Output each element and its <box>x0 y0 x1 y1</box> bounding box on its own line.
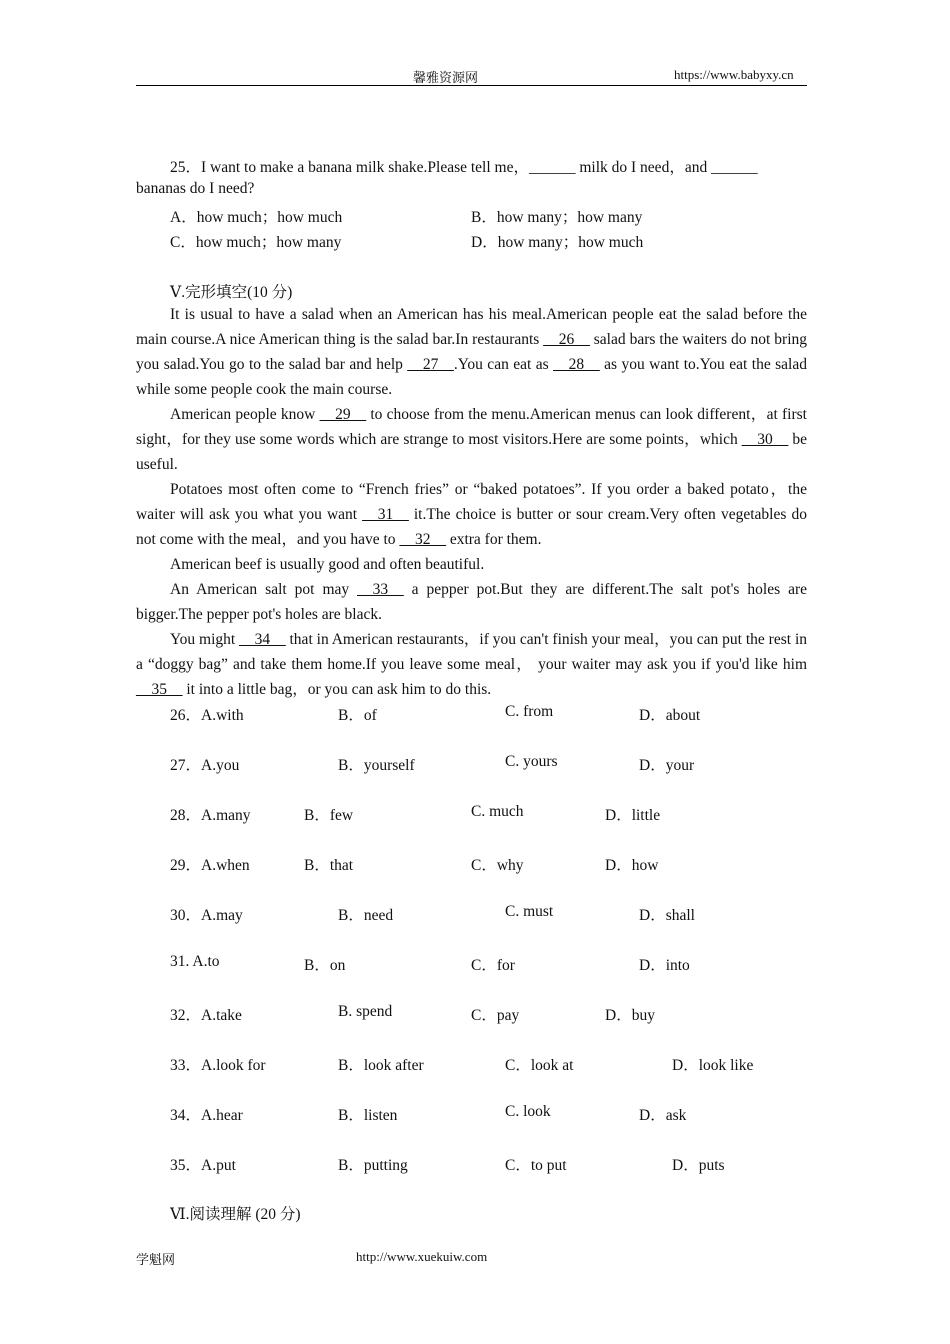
q25-option-c: C．how much；how many <box>170 234 342 251</box>
blank-30: __30__ <box>741 431 789 448</box>
passage-paragraph-4: American beef is usually good and often beautiful. <box>170 556 485 573</box>
option-30-b: B．need <box>338 907 394 924</box>
option-32-a: 32．A.take <box>170 1007 242 1024</box>
q25-stem-line1: 25．I want to make a banana milk shake.Please tell me，______ milk do I need，and ______ <box>170 159 758 176</box>
blank-32: __32__ <box>399 531 446 548</box>
option-31-c: C．for <box>471 957 515 974</box>
option-31-d: D．into <box>639 957 690 974</box>
option-26-a: 26．A.with <box>170 707 244 724</box>
header-site-name: 馨雅资源网 <box>413 70 479 85</box>
option-28-b: B．few <box>304 807 354 824</box>
option-34-b: B．listen <box>338 1107 398 1124</box>
option-33-b: B．look after <box>338 1057 424 1074</box>
option-32-b: B. spend <box>338 1003 393 1020</box>
option-33-c: C．look at <box>505 1057 574 1074</box>
blank-26: __26__ <box>543 331 590 348</box>
q25-option-d: D．how many；how much <box>471 234 644 251</box>
passage-paragraph-6: You might __34__ that in American restaurants，if you can't finish your meal，you can put the rest in a “doggy bag” and take them home.If you leave some meal， your waiter may ask you if you'd like him __35__ it into a little bag，or you can ask him to do this. <box>136 631 808 698</box>
option-30-a: 30．A.may <box>170 907 243 924</box>
option-26-c: C. from <box>505 703 554 720</box>
blank-33: __33__ <box>357 581 404 598</box>
option-28-d: D．little <box>605 807 661 824</box>
option-32-d: D．buy <box>605 1007 655 1024</box>
option-26-b: B．of <box>338 707 377 724</box>
option-31-a: 31. A.to <box>170 953 220 970</box>
blank-31: __31__ <box>362 506 409 523</box>
option-29-b: B．that <box>304 857 354 874</box>
option-32-c: C．pay <box>471 1007 520 1024</box>
option-27-b: B．yourself <box>338 757 415 774</box>
passage-paragraph-5: An American salt pot may __33__ a pepper pot.But they are different.The salt pot's holes are bigger.The pepper pot's holes are black. <box>136 581 808 623</box>
option-34-a: 34．A.hear <box>170 1107 243 1124</box>
option-35-a: 35．A.put <box>170 1157 236 1174</box>
footer-url: http://www.xuekuiw.com <box>356 1249 488 1264</box>
blank-28: __28__ <box>553 356 600 373</box>
option-35-d: D．puts <box>672 1157 725 1174</box>
passage-paragraph-2: American people know __29__ to choose from the menu.American menus can look different，at first sight，for they use some words which are strange to most visitors.Here are some points，which __30__ be useful. <box>136 406 807 473</box>
option-33-a: 33．A.look for <box>170 1057 266 1074</box>
section-6-title: Ⅵ.阅读理解 (20 分) <box>170 1206 301 1223</box>
option-29-d: D．how <box>605 857 659 874</box>
option-27-a: 27．A.you <box>170 757 240 774</box>
option-26-d: D．about <box>639 707 701 724</box>
option-30-c: C. must <box>505 903 554 920</box>
header-url: https://www.babyxy.cn <box>674 67 794 82</box>
footer-site-name: 学魁网 <box>136 1252 176 1267</box>
blank-34: __34__ <box>239 631 286 648</box>
option-34-c: C. look <box>505 1103 551 1120</box>
q25-stem-line2: bananas do I need? <box>136 180 255 197</box>
option-28-c: C. much <box>471 803 524 820</box>
option-27-d: D．your <box>639 757 695 774</box>
passage-paragraph-3: Potatoes most often come to “French fries” or “baked potatoes”. If you order a baked potato，the waiter will ask you what you want __31__ it.The choice is butter or sour cream.Very often vegetables do not come with the meal，and you have to __32__ extra for them. <box>136 481 808 548</box>
q25-option-b: B．how many；how many <box>471 209 643 226</box>
option-28-a: 28．A.many <box>170 807 251 824</box>
q25-option-a: A．how much；how much <box>170 209 343 226</box>
section-5-title: Ⅴ.完形填空(10 分) <box>170 284 293 301</box>
header-rule <box>136 85 807 86</box>
option-30-d: D．shall <box>639 907 695 924</box>
option-29-c: C．why <box>471 857 524 874</box>
passage-paragraph-1: It is usual to have a salad when an American has his meal.American people eat the salad before the main course.A nice American thing is the salad bar.In restaurants __26__ salad bars the waiters do not bring you salad.You go to the salad bar and help __27__.You can eat as __28__ as you want to.You eat the salad while some people cook the main course. <box>136 306 807 398</box>
option-27-c: C. yours <box>505 753 558 770</box>
option-33-d: D．look like <box>672 1057 754 1074</box>
blank-27: __27__ <box>407 356 454 373</box>
blank-29: __29__ <box>319 406 367 423</box>
option-29-a: 29．A.when <box>170 857 250 874</box>
option-35-b: B．putting <box>338 1157 408 1174</box>
option-34-d: D．ask <box>639 1107 687 1124</box>
blank-35: __35__ <box>136 681 183 698</box>
option-31-b: B．on <box>304 957 346 974</box>
option-35-c: C．to put <box>505 1157 567 1174</box>
